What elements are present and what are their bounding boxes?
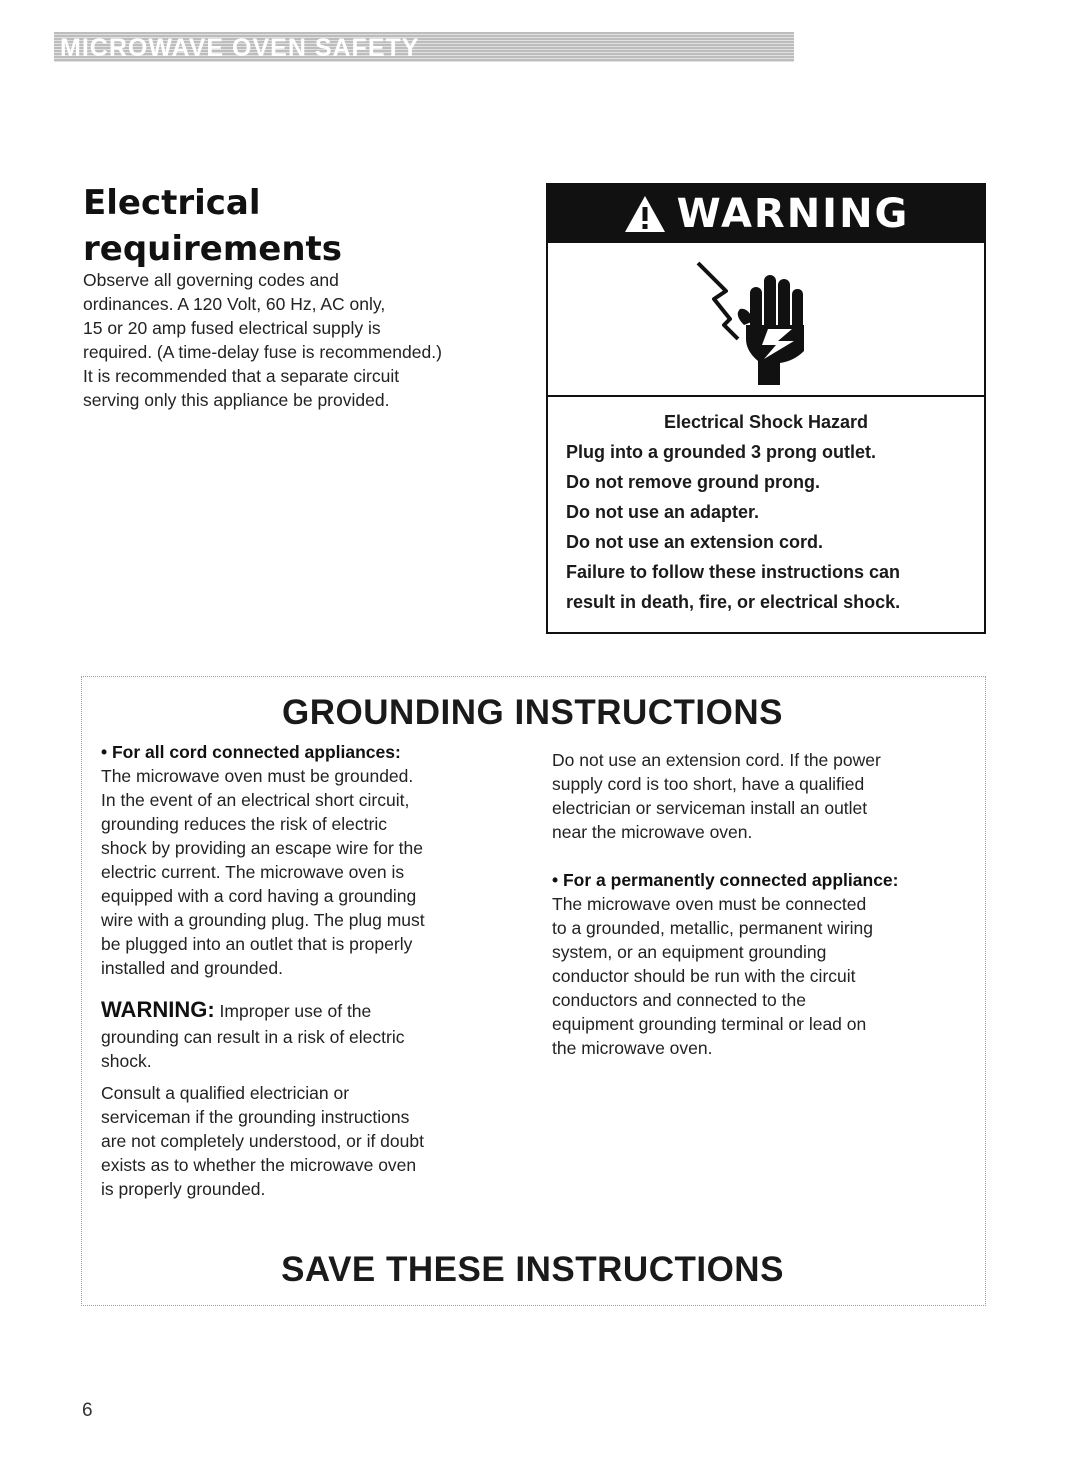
- warning-line: Plug into a grounded 3 prong outlet.: [566, 442, 876, 462]
- warning-label: WARNING:: [101, 997, 215, 1022]
- text-line: Consult a qualified electrician or: [101, 1083, 350, 1103]
- section-header-title: MICROWAVE OVEN SAFETY: [60, 34, 420, 62]
- grounding-title: GROUNDING INSTRUCTIONS: [282, 693, 783, 732]
- grounding-left-column: [101, 740, 501, 1201]
- text-line: are not completely understood, or if doubt: [101, 1131, 424, 1151]
- warning-text-block: [548, 397, 984, 617]
- electrical-body: [83, 268, 523, 412]
- text-line: conductors and connected to the: [552, 990, 806, 1010]
- electrical-title-line2: requirements: [83, 229, 343, 269]
- text-line: equipment grounding terminal or lead on: [552, 1014, 867, 1034]
- warning-line: Do not use an extension cord.: [566, 532, 824, 552]
- electrical-title: [83, 180, 342, 272]
- warning-line: result in death, fire, or electrical shock.: [566, 592, 901, 612]
- text-line: required. (A time-delay fuse is recommended.): [83, 342, 442, 362]
- text-line: installed and grounded.: [101, 958, 283, 978]
- text-line: exists as to whether the microwave oven: [101, 1155, 417, 1175]
- text-line: equipped with a cord having a grounding: [101, 886, 417, 906]
- hazard-symbol-area: [548, 243, 984, 397]
- text-line: shock.: [101, 1051, 152, 1071]
- text-line: Do not use an extension cord. If the power: [552, 750, 881, 770]
- grounding-right-column: [552, 748, 972, 1060]
- text-line: electrician or serviceman install an outlet: [552, 798, 868, 818]
- text-line: serviceman if the grounding instructions: [101, 1107, 410, 1127]
- permanently-connected-lead: • For a permanently connected appliance:: [552, 870, 899, 890]
- warning-first-line: Improper use of the: [214, 1001, 372, 1021]
- text-line: The microwave oven must be grounded.: [101, 766, 414, 786]
- text-line: to a grounded, metallic, permanent wiring: [552, 918, 874, 938]
- text-line: the microwave oven.: [552, 1038, 713, 1058]
- page-number: 6: [82, 1400, 93, 1421]
- electrical-title-line1: Electrical: [83, 183, 261, 223]
- text-line: It is recommended that a separate circuit: [83, 366, 400, 386]
- text-line: near the microwave oven.: [552, 822, 753, 842]
- text-line: ordinances. A 120 Volt, 60 Hz, AC only,: [83, 294, 386, 314]
- warning-box: [546, 183, 986, 634]
- warning-triangle-icon: [623, 194, 667, 234]
- text-line: electric current. The microwave oven is: [101, 862, 405, 882]
- text-line: supply cord is too short, have a qualified: [552, 774, 865, 794]
- text-line: is properly grounded.: [101, 1179, 266, 1199]
- cord-connected-lead: • For all cord connected appliances:: [101, 742, 401, 762]
- warning-line: Do not use an adapter.: [566, 502, 760, 522]
- warning-paragraph: [101, 996, 501, 1025]
- text-line: conductor should be run with the circuit: [552, 966, 856, 986]
- text-line: serving only this appliance be provided.: [83, 390, 390, 410]
- hazard-heading: Electrical Shock Hazard: [663, 412, 869, 432]
- text-line: In the event of an electrical short circuit,: [101, 790, 410, 810]
- text-line: system, or an equipment grounding: [552, 942, 827, 962]
- warning-line: Do not remove ground prong.: [566, 472, 820, 492]
- warning-banner: [548, 185, 984, 243]
- warning-banner-text: WARNING: [676, 191, 910, 237]
- text-line: grounding can result in a risk of electric: [101, 1027, 405, 1047]
- text-line: The microwave oven must be connected: [552, 894, 867, 914]
- text-line: be plugged into an outlet that is properly: [101, 934, 413, 954]
- text-line: Observe all governing codes and: [83, 270, 339, 290]
- text-line: grounding reduces the risk of electric: [101, 814, 387, 834]
- electric-shock-hand-icon: [668, 255, 868, 385]
- warning-line: Failure to follow these instructions can: [566, 562, 901, 582]
- text-line: wire with a grounding plug. The plug must: [101, 910, 425, 930]
- section-header-bar: [54, 32, 794, 62]
- text-line: 15 or 20 amp fused electrical supply is: [83, 318, 381, 338]
- save-instructions-title: SAVE THESE INSTRUCTIONS: [281, 1250, 784, 1289]
- text-line: shock by providing an escape wire for the: [101, 838, 423, 858]
